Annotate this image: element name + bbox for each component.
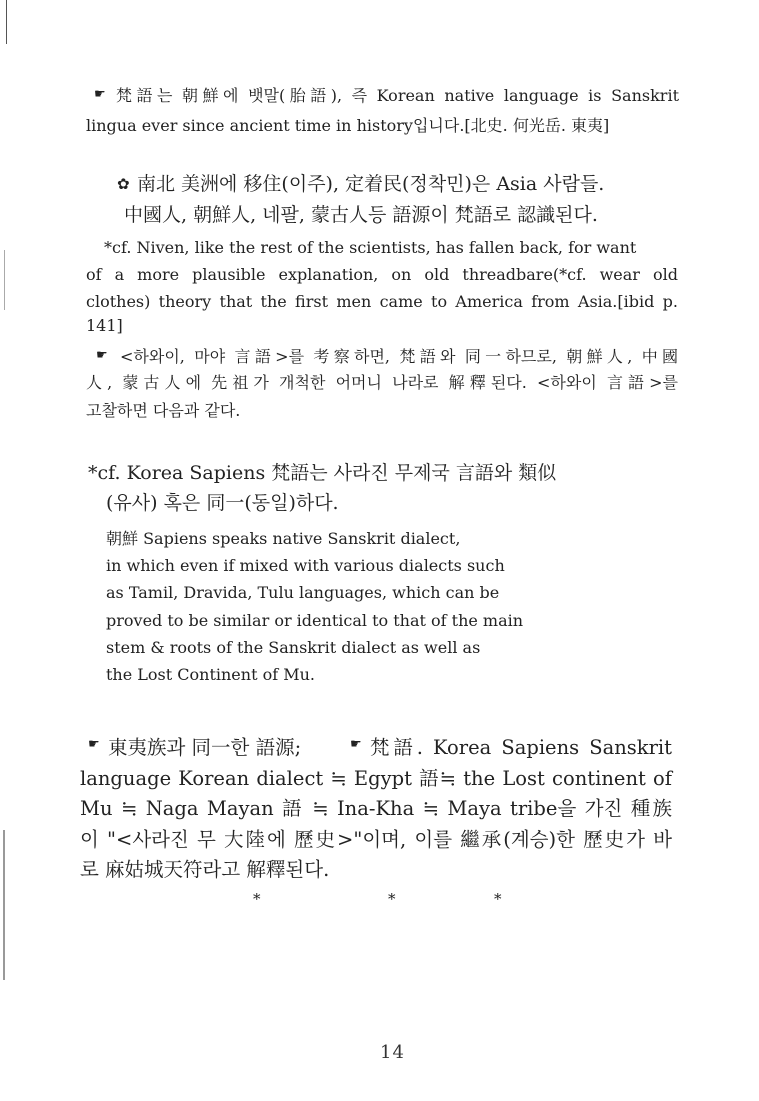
pointing-hand-icon: ☛ bbox=[350, 737, 362, 752]
paragraph-line: 人, 蒙古人에 先祖가 개척한 어머니 나라로 解釋된다. <하와이 言語>를 bbox=[86, 373, 678, 392]
paragraph-line: 141] bbox=[86, 316, 123, 335]
star-mark: * bbox=[388, 890, 396, 908]
paragraph-line: clothes) theory that the first men came to America from Asia.[ibid p. bbox=[86, 292, 678, 311]
paragraph-line: (유사) 혹은 同一(동일)하다. bbox=[106, 492, 339, 514]
scan-edge-line bbox=[3, 830, 5, 980]
paragraph-line: 고찰하면 다음과 같다. bbox=[86, 401, 241, 420]
paragraph-line: 南北 美洲에 移住(이주), 定着民(정착민)은 Asia 사람들. bbox=[137, 173, 605, 195]
pointing-hand-icon: ☛ bbox=[96, 348, 108, 363]
scan-edge-line bbox=[6, 0, 7, 44]
scan-edge-line bbox=[4, 250, 5, 310]
paragraph-line: Mu ≒ Naga Mayan 語 ≒ Ina-Kha ≒ Maya tribe을 가진 種族 bbox=[80, 797, 672, 820]
paragraph-line: 東夷族과 同一한 語源; bbox=[108, 736, 302, 759]
paragraph-line: proved to be similar or identical to that of the main bbox=[106, 611, 524, 630]
pointing-hand-icon: ☛ bbox=[88, 737, 100, 752]
pointing-hand-icon: ☛ bbox=[94, 87, 106, 102]
paragraph-line: *cf. Niven, like the rest of the scientists, has fallen back, for want bbox=[104, 238, 637, 257]
paragraph-line: 梵語. Korea Sapiens Sanskrit bbox=[370, 736, 672, 759]
paragraph-line: lingua ever since ancient time in history입니다.[北史. 何光岳. 東夷] bbox=[86, 116, 610, 135]
paragraph-line: language Korean dialect ≒ Egypt 語≒ the Lost continent of bbox=[80, 767, 672, 790]
paragraph-line: 이 "<사라진 무 大陸에 歷史>"이며, 이를 繼承(계승)한 歷史가 바 bbox=[80, 828, 672, 851]
flower-icon: ✿ bbox=[117, 175, 130, 193]
paragraph-line: 朝鮮 Sapiens speaks native Sanskrit dialect, bbox=[106, 529, 461, 548]
paragraph-line: 梵語는 朝鮮에 뱃말(胎語), 즉 Korean native language is Sanskrit bbox=[116, 86, 679, 105]
star-mark: * bbox=[253, 890, 261, 908]
paragraph-line: <하와이, 마야 言語>를 考察하면, 梵語와 同一하므로, 朝鮮人, 中國 bbox=[120, 347, 678, 366]
paragraph-line: as Tamil, Dravida, Tulu languages, which can be bbox=[106, 583, 500, 602]
paragraph-line: 中國人, 朝鮮人, 네팔, 蒙古人등 語源이 梵語로 認識된다. bbox=[124, 204, 598, 226]
star-mark: * bbox=[494, 890, 502, 908]
paragraph-line: in which even if mixed with various dialects such bbox=[106, 556, 505, 575]
page-number: 14 bbox=[380, 1042, 405, 1063]
paragraph-line: *cf. Korea Sapiens 梵語는 사라진 무제국 言語와 類似 bbox=[88, 462, 557, 484]
paragraph-line: 로 麻姑城天符라고 解釋된다. bbox=[80, 858, 330, 881]
paragraph-line: stem & roots of the Sanskrit dialect as well as bbox=[106, 638, 481, 657]
paragraph-line: the Lost Continent of Mu. bbox=[106, 665, 316, 684]
paragraph-line: of a more plausible explanation, on old threadbare(*cf. wear old bbox=[86, 265, 678, 284]
